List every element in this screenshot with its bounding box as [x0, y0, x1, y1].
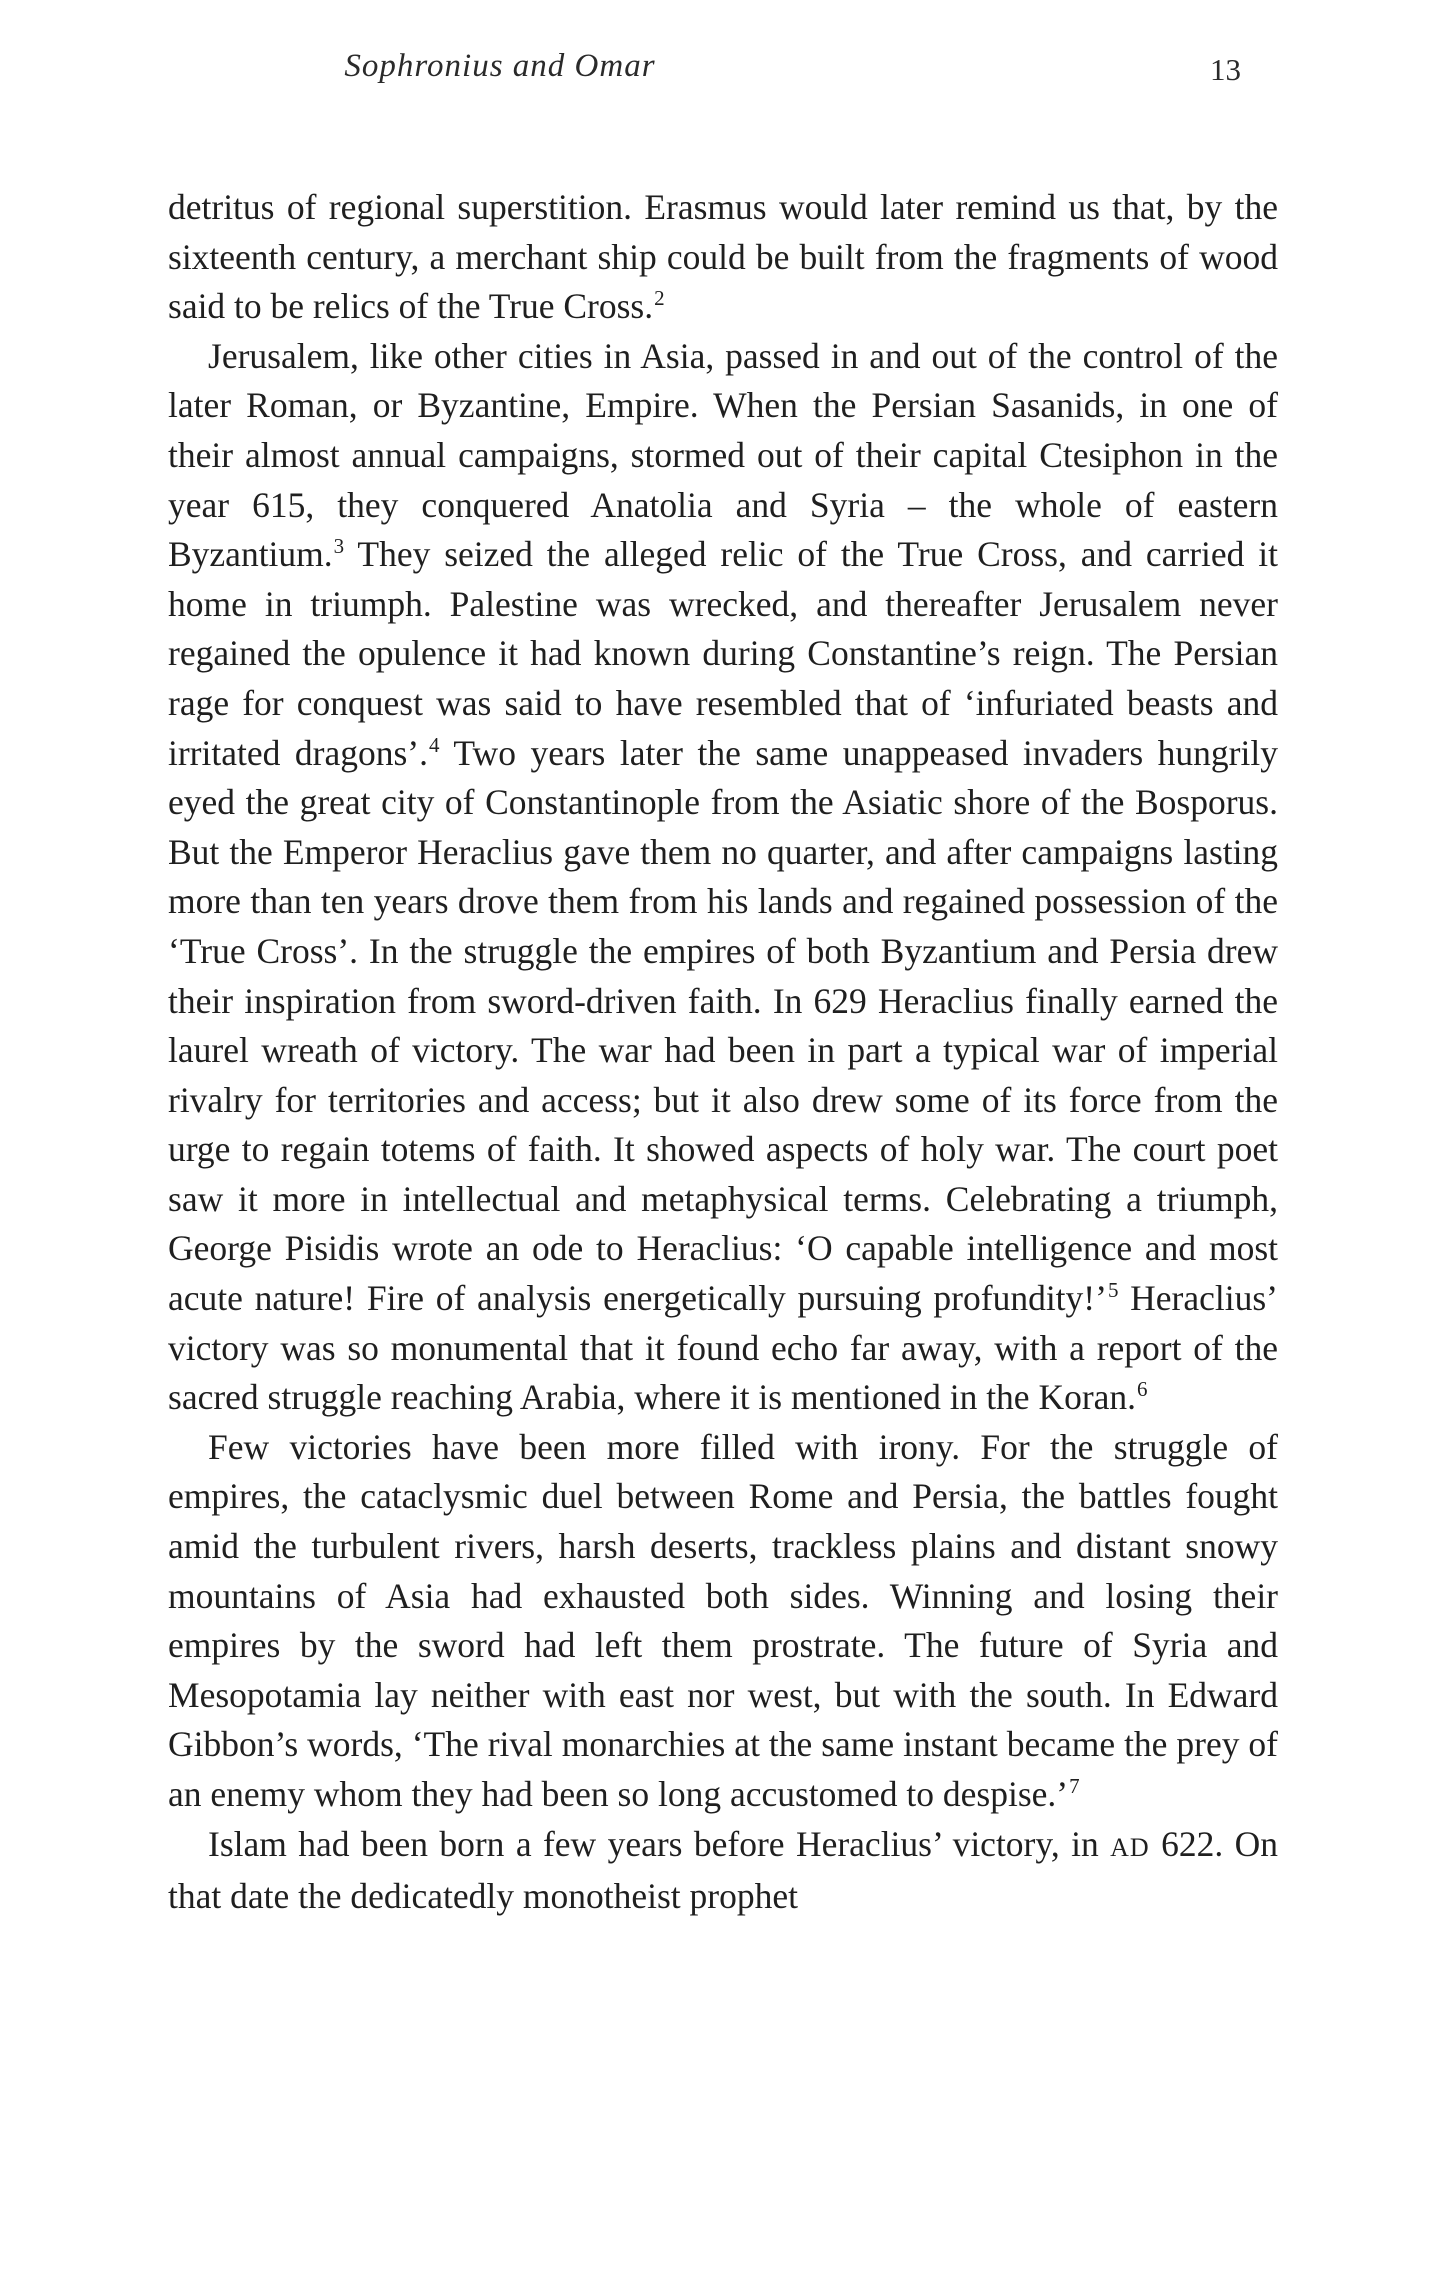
footnote-ref-5: 5 [1107, 1278, 1119, 1303]
paragraph-2 [168, 332, 1278, 1423]
paragraph-2-text-2: They seized the alleged relic of the True Cross, and carried it home in triumph. Palestine was wrecked, and thereafter Jerusalem never regained the opulence it had known during Constantine’s reign. The Persian rage for conquest was said to have resembled that of ‘infuriated beasts and irritated dragons’. [168, 534, 1278, 773]
paragraph-2-text-3: Two years later the same unappeased invaders hungrily eyed the great city of Constantinople from the Asiatic shore of the Bosporus. But the Emperor Heraclius gave them no quarter, and after campaigns lasting more than ten years drove them from his lands and regained possession of the ‘True Cross’. In the struggle the empires of both Byzantium and Persia drew their inspiration from sword-driven faith. In 629 Heraclius finally earned the laurel wreath of victory. The war had been in part a typical war of imperial rivalry for territories and access; but it also drew some of its force from the urge to regain totems of faith. It showed aspects of holy war. The court poet saw it more in intellectual and metaphysical terms. Celebrating a triumph, George Pisidis wrote an ode to Heraclius: ‘O capable intelligence and most acute nature! Fire of analysis energetically pursuing profundity!’ [168, 732, 1278, 1319]
footnote-ref-6: 6 [1137, 1377, 1148, 1402]
footnote-ref-3: 3 [333, 534, 345, 559]
paragraph-3-text: Few victories have been more filled with irony. For the struggle of empires, the cataclysmic duel between Rome and Persia, the battles fought amid the turbulent rivers, harsh deserts, trackless plains and distant snowy mountains of Asia had exhausted both sides. Winning and losing their empires by the sword had left them prostrate. The future of Syria and Mesopotamia lay neither with east nor west, but with the south. In Edward Gibbon’s words, ‘The rival monarchies at the same instant became the prey of an enemy whom they had been so long accustomed to despise.’ [168, 1426, 1278, 1814]
paragraph-4-text-1: Islam had been born a few years before Heraclius’ victory, in [208, 1823, 1111, 1864]
paragraph-1 [168, 183, 1278, 332]
paragraph-2-text-4: Heraclius’ victory was so monumental that it found echo far away, with a report of the sacred struggle reaching Arabia, where it is mentioned in the Koran. [168, 1278, 1278, 1418]
footnote-ref-2: 2 [654, 286, 665, 311]
body-text [168, 183, 1278, 1922]
paragraph-2-text-1: Jerusalem, like other cities in Asia, passed in and out of the control of the later Roman, or Byzantine, Empire. When the Persian Sasanids, in one of their almost annual campaigns, stormed out of their capital Ctesiphon in the year 615, they conquered Anatolia and Syria – the whole of eastern Byzantium. [168, 335, 1278, 575]
paragraph-3 [168, 1423, 1278, 1820]
footnote-ref-4: 4 [428, 732, 440, 757]
paragraph-4 [168, 1820, 1278, 1922]
era-abbreviation: AD [1110, 1832, 1150, 1862]
paragraph-1-text: detritus of regional superstition. Erasmus would later remind us that, by the sixteenth century, a merchant ship could be built from the fragments of wood said to be relics of the True Cross. [168, 187, 1278, 327]
footnote-ref-7: 7 [1069, 1774, 1080, 1798]
running-head [0, 48, 1450, 98]
running-title: Sophronius and Omar [344, 48, 656, 84]
paragraph-4-text-2: 622. On that date the dedicatedly monotheist prophet [168, 1823, 1279, 1917]
page-number: 13 [1210, 52, 1241, 87]
